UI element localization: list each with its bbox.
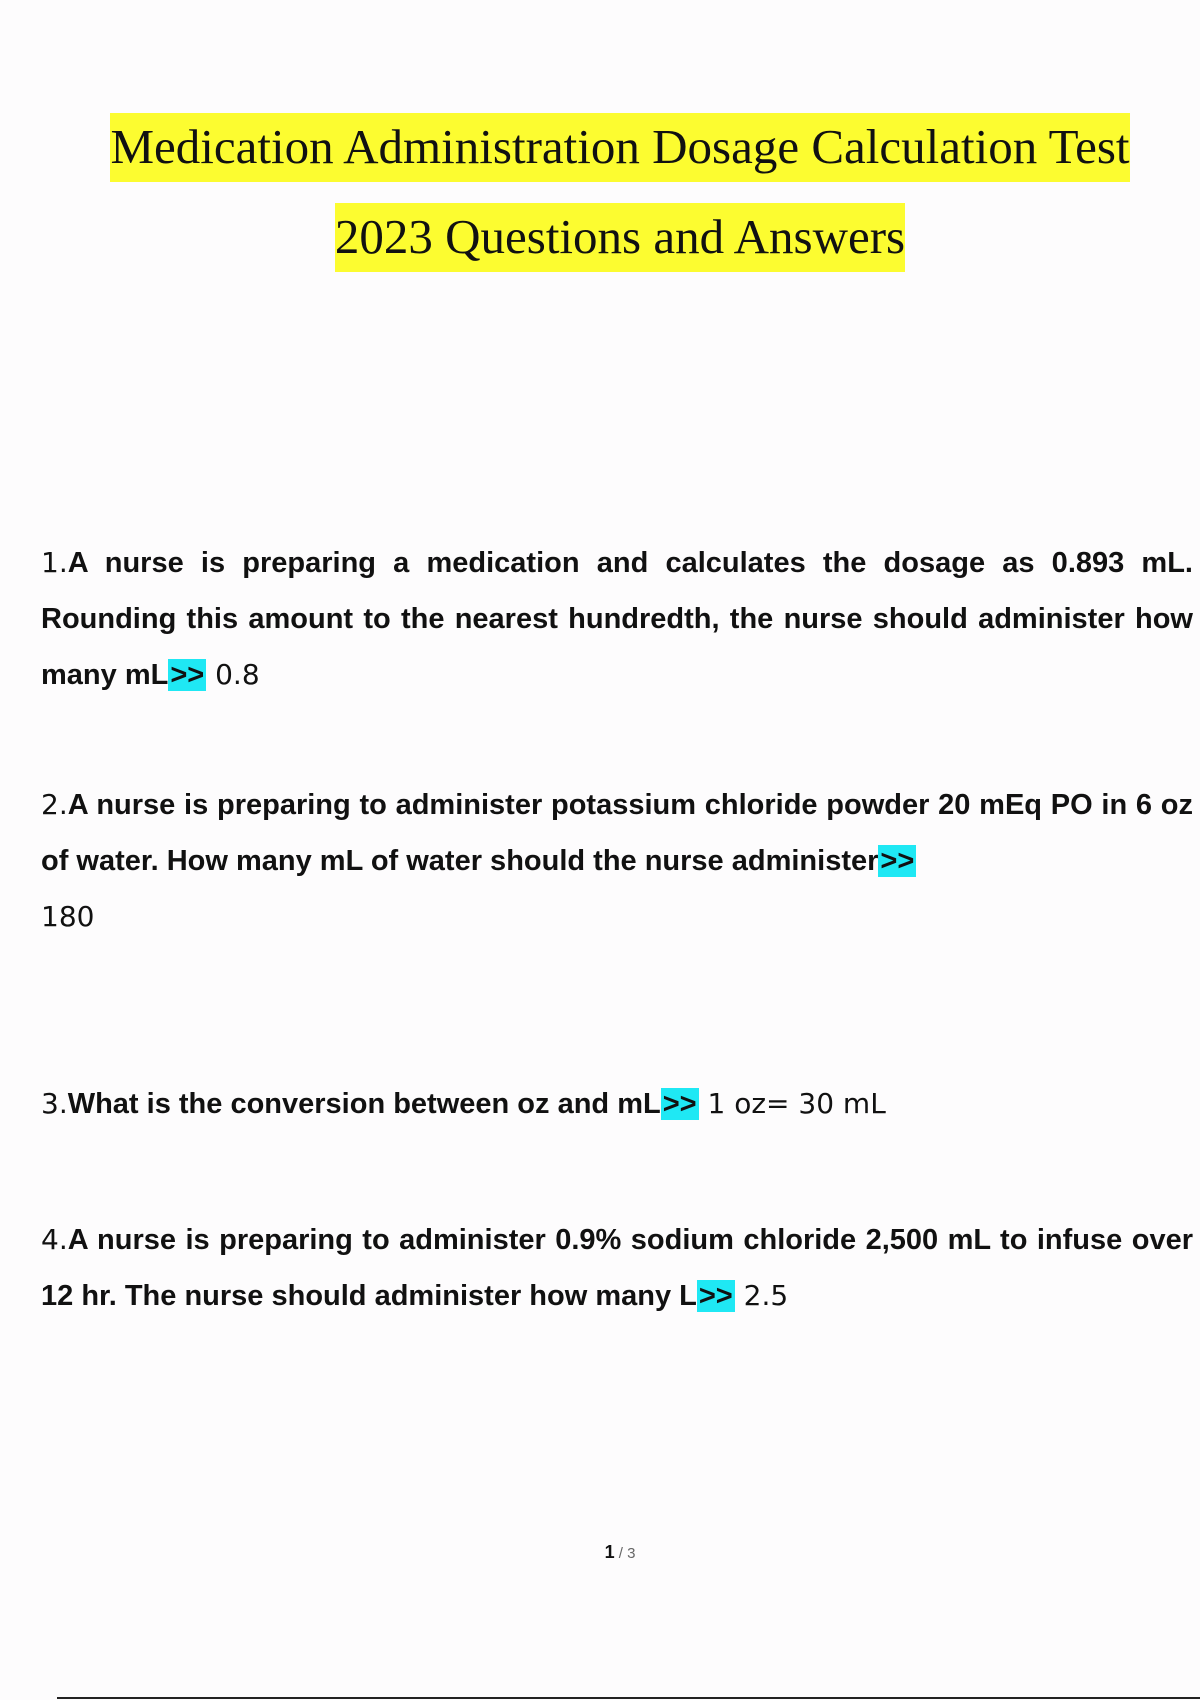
answer-marker: >> — [170, 659, 205, 691]
total-pages: 3 — [627, 1545, 636, 1562]
answer-text: 180 — [41, 900, 95, 933]
page-divider — [57, 1697, 1200, 1699]
page-counter — [0, 1542, 1200, 1563]
question-item — [41, 1076, 1193, 1132]
question-item — [41, 535, 1193, 703]
document-title-line-2 — [0, 209, 1200, 264]
question-text: A nurse is preparing a medication and calculates the dosage as 0.893 mL. Rounding this amount to the nearest hundredth, the nurse should administer how many mL — [41, 547, 1193, 691]
question-number: 4. — [41, 1223, 68, 1256]
question-number: 2. — [41, 788, 68, 821]
question-text: A nurse is preparing to administer potassium chloride powder 20 mEq PO in 6 oz of water. How many mL of water should the nurse administer — [41, 789, 1193, 877]
answer-marker: >> — [698, 1280, 733, 1312]
answer-text: 1 oz= 30 mL — [698, 1087, 886, 1120]
title-text-1: Medication Administration Dosage Calculation Test — [110, 113, 1129, 182]
question-text: A nurse is preparing to administer 0.9% sodium chloride 2,500 mL to infuse over 12 hr. The nurse should administer how many L — [41, 1224, 1193, 1312]
question-number: 1. — [41, 546, 68, 579]
answer-text: 0.8 — [206, 658, 260, 691]
question-number: 3. — [41, 1087, 68, 1120]
answer-text: 2.5 — [734, 1279, 789, 1312]
question-text: What is the conversion between oz and mL — [67, 1088, 661, 1120]
document-title-line-1 — [0, 119, 1200, 174]
title-text-2: 2023 Questions and Answers — [335, 203, 905, 272]
question-item — [41, 1212, 1193, 1324]
answer-marker: >> — [880, 845, 915, 877]
page-separator: / — [614, 1545, 628, 1562]
current-page: 1 — [604, 1542, 615, 1562]
question-item — [41, 777, 1193, 945]
answer-marker: >> — [662, 1088, 697, 1120]
